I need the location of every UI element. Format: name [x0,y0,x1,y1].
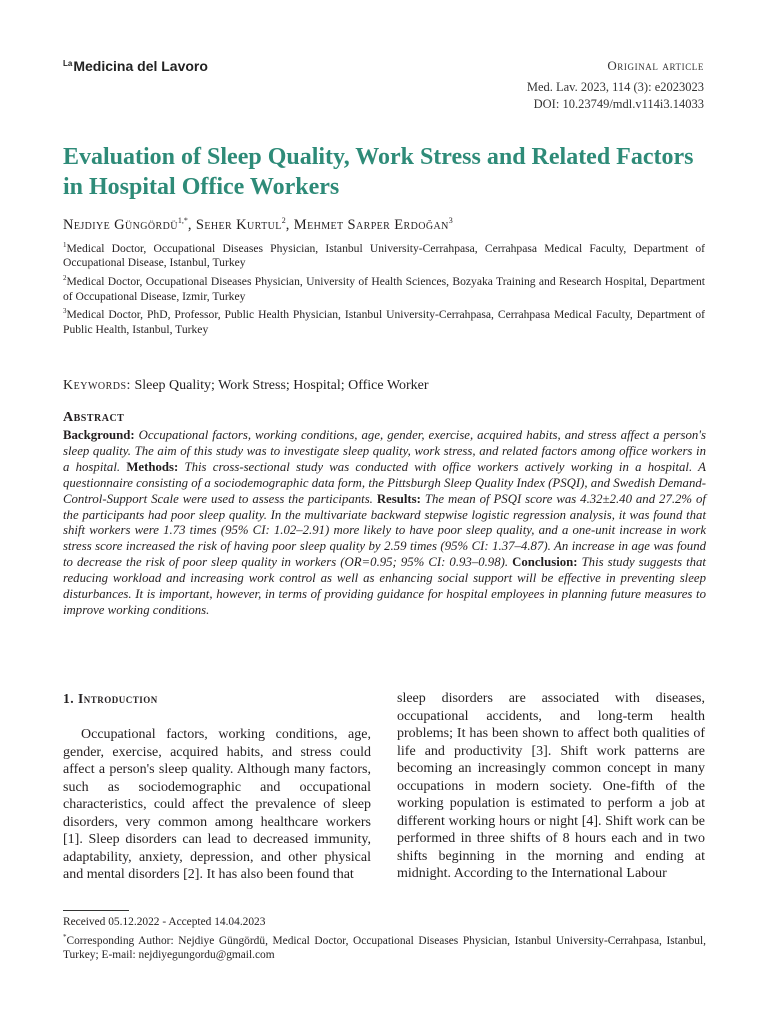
author-name: Seher Kurtul [195,216,282,233]
citation: Med. Lav. 2023, 114 (3): e2023023 [526,80,704,94]
affiliation-text: Medical Doctor, Occupational Diseases Physician, University of Health Sciences, Bozyaka Training and Research Hospital, Department of Occupational Disease, Izmir, Turkey [63,274,705,303]
footnote-divider [63,910,129,911]
doi: DOI: 10.23749/mdl.v114i3.14033 [533,97,704,111]
keywords [63,378,429,394]
corresponding-text: Corresponding Author: Nejdiye Güngördü, Medical Doctor, Occupational Diseases Physician, Istanbul University-Cerrahpasa, Istanbul, Turkey; E-mail: nejdiyegungordu@gmail.com [63,934,706,961]
citation-block [527,79,704,113]
abstract-results: The mean of PSQI score was 4.32±2.40 and 27.2% of the participants had poor sleep quality. In the multivariate backward stepwise logistic regression analysis, it was found that shift workers were 1.73 times (95% CI: 1.02–2.91) more likely to have poor sleep quality, and a one-unit increase in work stress score increased the risk of having poor sleep quality by 2.59 times (95% CI: 1.37–4.87). An increase in age was found to decrease the risk of poor sleep quality in workers (OR=0.95; 95% CI: 0.93–0.98). [63,491,706,570]
affiliation-text: Medical Doctor, PhD, Professor, Public Health Physician, Istanbul University-Cerrahpasa, Cerrahpasa Medical Faculty, Department of Public Health, Istanbul, Turkey [63,307,705,336]
affiliation [63,304,705,337]
article-title: Evaluation of Sleep Quality, Work Stress and Related Factors in Hospital Office Workers [63,144,694,200]
journal-name [63,58,208,74]
abstract-conclusion: This study suggests that reducing workload and increasing work control as well as enhancing social support will be effective in preventing sleep disturbances. It is important, however, in terms of providing guidance for hospital employees in planning future measures to improve working conditions. [63,555,706,617]
received-dates: Received 05.12.2022 - Accepted 14.04.2023 [63,916,266,928]
affiliation [63,238,705,271]
abstract-methods: This cross-sectional study was conducted with office workers actively working in a hospital. A questionnaire consisting of a sociodemographic data form, the Pittsburgh Sleep Quality Index (PSQI), and Swedish Demand-Control-Support Scale were used to assess the participants. [63,459,706,506]
abstract-methods-label: Methods: [126,459,179,474]
affiliation-text: Medical Doctor, Occupational Diseases Physician, Istanbul University-Cerrahpasa, Cerrahpasa Medical Faculty, Department of Occupational Disease, Istanbul, Turkey [63,241,705,270]
affiliations [63,238,705,337]
keywords-text: Sleep Quality; Work Stress; Hospital; Office Worker [134,378,429,393]
corresponding-author [63,930,706,963]
abstract-conclusion-label: Conclusion: [512,555,578,570]
introduction-paragraph-left: Occupational factors, working conditions, age, gender, exercise, acquired habits, and stress could affect a person's sleep quality. Although many factors, such as sociodemographic and occupational characteristics, could affect the prevalence of sleep disorders, very common among healthcare workers [1]. Sleep disorders can lead to decreased immunity, adaptability, anxiety, depression, and other physical and mental disorders [2]. It has also been found that [63,727,371,882]
introduction-heading: 1. Introduction [63,691,158,706]
article-type: Original article [607,58,704,73]
author-sup: 2 [281,216,286,225]
right-column [397,690,705,883]
abstract-results-label: Results: [376,491,421,506]
journal-name-text: Medicina del Lavoro [73,58,208,74]
left-column [63,690,371,884]
author-list: Nejdiye Güngördü$^{1,*}$, Seher Kurtul$^2$, Mehmet Sarper Erdoğan$^3$ [63,216,453,233]
author-name: Mehmet Sarper Erdoğan [293,216,449,233]
corresponding-sup: * [63,932,67,941]
footnotes [63,915,706,963]
author-name: Nejdiye Güngördü [63,216,178,233]
abstract-background-label: Background: [63,428,135,442]
affiliation [63,271,705,304]
author-sup: 3 [448,216,453,225]
introduction-paragraph-right: sleep disorders are associated with diseases, occupational accidents, and long-term health problems; It has been shown to affect both qualities of life and productivity [3]. Shift work patterns are becoming an increasingly common concept in many occupations in modern society. One-fifth of the working population is estimated to perform a job at different working hours or night [4]. Shift work can be performed in three shifts of 8 hours each and in two shifts beginning in the morning and ending at midnight. According to the International Labour [397,691,705,881]
keywords-label: Keywords: [63,378,131,393]
abstract-background: Occupational factors, working conditions, age, gender, exercise, acquired habits, and stress affect a person's sleep quality. The aim of this study was to investigate sleep quality, work stress, and related factors among office workers in a hospital. [63,428,706,474]
affiliation-sup: 1 [63,241,67,249]
affiliation-sup: 2 [63,274,67,283]
journal-name-prefix: La [63,59,73,68]
abstract-body [63,428,706,619]
abstract-heading: Abstract [63,410,125,425]
affiliation-sup: 3 [63,307,67,316]
author-sup: 1,* [177,216,188,225]
